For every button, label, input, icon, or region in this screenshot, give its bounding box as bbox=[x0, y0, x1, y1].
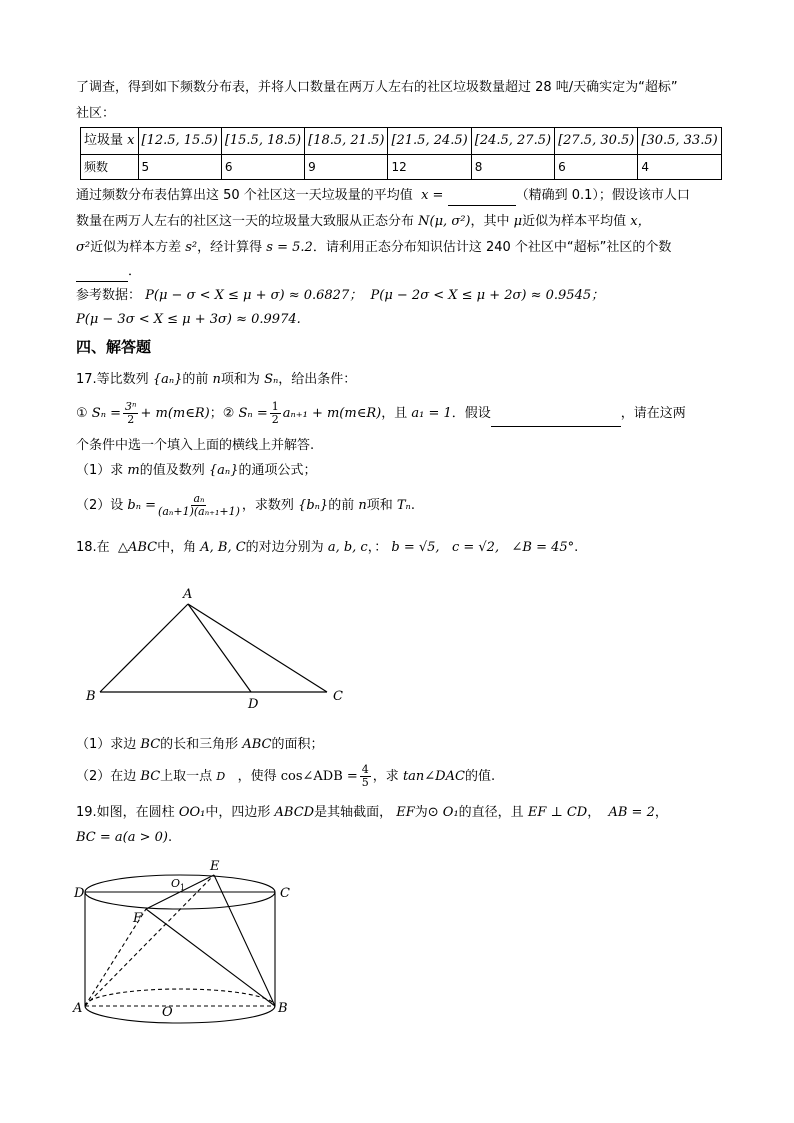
segment-bf bbox=[146, 909, 275, 1006]
side-ab bbox=[100, 604, 188, 692]
q18-part-1: （1）求边 BC的长和三角形 ABC的面积； bbox=[76, 737, 324, 752]
table-count-label: 频数 bbox=[81, 155, 139, 180]
q16-reference-line-1: 参考数据： P(μ − σ < X ≤ μ + σ) ≈ 0.6827； P(μ − 2σ < X ≤ μ + 2σ) ≈ 0.9545； bbox=[76, 288, 605, 303]
segment-ae bbox=[85, 875, 214, 1006]
label-f: F bbox=[133, 911, 143, 926]
q17-part-1: （1）求 m的值及数列 {aₙ}的通项公式； bbox=[76, 463, 317, 478]
table-count-cell: 4 bbox=[638, 155, 721, 180]
fraction: $\frac{1}{2}$ bbox=[271, 400, 279, 426]
section-title: 四、解答题 bbox=[76, 338, 152, 356]
label-o1: $O_1$ bbox=[171, 877, 186, 892]
q18-line-1: 18.在 △ABC中，角 A, B, C的对边分别为 a, b, c，： b = √5, c = √2, ∠B = 45°. bbox=[76, 540, 579, 555]
q19-line-1: 19.如图，在圆柱 OO₁中，四边形 ABCD是其轴截面， EF为⊙ O₁的直径，且 EF ⊥ CD， AB = 2， bbox=[76, 805, 668, 820]
table-interval-cell: [30.5, 33.5) bbox=[638, 128, 721, 155]
cylinder-figure bbox=[73, 856, 296, 1026]
table-count-cell: 5 bbox=[138, 155, 221, 180]
q16-line-4: ． bbox=[76, 262, 141, 282]
label-c: C bbox=[280, 886, 290, 901]
q17-line-1: 17.等比数列 {aₙ}的前 n项和为 Sₙ，给出条件： bbox=[76, 372, 357, 387]
table-header-cell: 垃圾量 x bbox=[81, 128, 139, 155]
table-count-cell: 8 bbox=[471, 155, 554, 180]
label-e: E bbox=[210, 859, 220, 874]
intro-line-1: 了调查，得到如下频数分布表，并将人口数量在两万人左右的社区垃圾数量超过 28 吨/天确实定为“超标” bbox=[76, 80, 678, 95]
label-o: O bbox=[162, 1005, 173, 1020]
table-interval-cell: [24.5, 27.5) bbox=[471, 128, 554, 155]
q17-line-2: ① Sₙ = $\frac{\text{3ⁿ}}{2}$ + m(m∈R)；② Sₙ = $\frac{1}{2}$ aₙ₊₁ + m(m∈R)，且 a₁ = 1．假设 ，请在这两 bbox=[76, 400, 686, 426]
label-d: D bbox=[74, 886, 85, 901]
table-interval-cell: [21.5, 24.5) bbox=[388, 128, 471, 155]
table-count-cell: 6 bbox=[221, 155, 304, 180]
segment-be bbox=[214, 875, 275, 1006]
label-a: A bbox=[73, 1001, 83, 1016]
table-count-cell: 9 bbox=[305, 155, 388, 180]
q17-part-2: （2）设 bₙ = $\frac{\text{aₙ}}{\text{(aₙ+1)(aₙ₊₁+1)}}$ ，求数列 {bₙ}的前 n项和 Tₙ. bbox=[76, 492, 415, 518]
q16-reference-line-2: P(μ − 3σ < X ≤ μ + 3σ) ≈ 0.9974. bbox=[76, 312, 301, 327]
q16-line-3: σ²近似为样本方差 s²，经计算得 s = 5.2．请利用正态分布知识估计这 240 个社区中“超标”社区的个数 bbox=[76, 240, 672, 255]
fraction: $\frac{4}{5}$ bbox=[361, 763, 369, 789]
answer-blank bbox=[76, 267, 128, 282]
fraction: $\frac{\text{aₙ}}{\text{(aₙ+1)(aₙ₊₁+1)}}$ bbox=[158, 492, 240, 518]
bottom-back-arc bbox=[85, 989, 275, 1006]
q16-line-2: 数量在两万人左右的社区这一天的垃圾量大致服从正态分布 N(μ, σ²)，其中 μ近似为样本平均值 x， bbox=[76, 214, 651, 229]
table-count-cell: 12 bbox=[388, 155, 471, 180]
segment-ad bbox=[188, 604, 251, 692]
triangle-figure bbox=[80, 584, 360, 714]
q17-line-3: 个条件中选一个填入上面的横线上并解答. bbox=[76, 438, 315, 453]
bottom-front-arc bbox=[85, 1006, 275, 1023]
intro-line-2: 社区： bbox=[76, 106, 116, 121]
label-a: A bbox=[183, 587, 193, 602]
table-interval-cell: [18.5, 21.5) bbox=[305, 128, 388, 155]
label-b: B bbox=[278, 1001, 288, 1016]
frequency-table bbox=[80, 127, 722, 180]
table-count-cell: 6 bbox=[555, 155, 638, 180]
answer-blank bbox=[491, 412, 621, 427]
table-interval-cell: [12.5, 15.5) bbox=[138, 128, 221, 155]
q19-line-2: BC = a(a > 0). bbox=[76, 830, 173, 845]
q18-part-2: （2）在边 BC上取一点 D ，使得 cos∠ADB = $\frac{4}{5}$ ，求 tan∠DAC的值. bbox=[76, 763, 496, 789]
side-ac bbox=[188, 604, 327, 692]
q16-line-1: 通过频数分布表估算出这 50 个社区这一天垃圾量的平均值 x = （精确到 0.1）；假设该市人口 bbox=[76, 186, 690, 206]
label-c: C bbox=[333, 689, 343, 704]
table-interval-cell: [27.5, 30.5) bbox=[555, 128, 638, 155]
answer-blank bbox=[448, 191, 516, 206]
fraction: $\frac{\text{3ⁿ}}{2}$ bbox=[125, 400, 137, 426]
label-d: D bbox=[248, 697, 259, 712]
table-interval-cell: [15.5, 18.5) bbox=[221, 128, 304, 155]
label-b: B bbox=[86, 689, 96, 704]
